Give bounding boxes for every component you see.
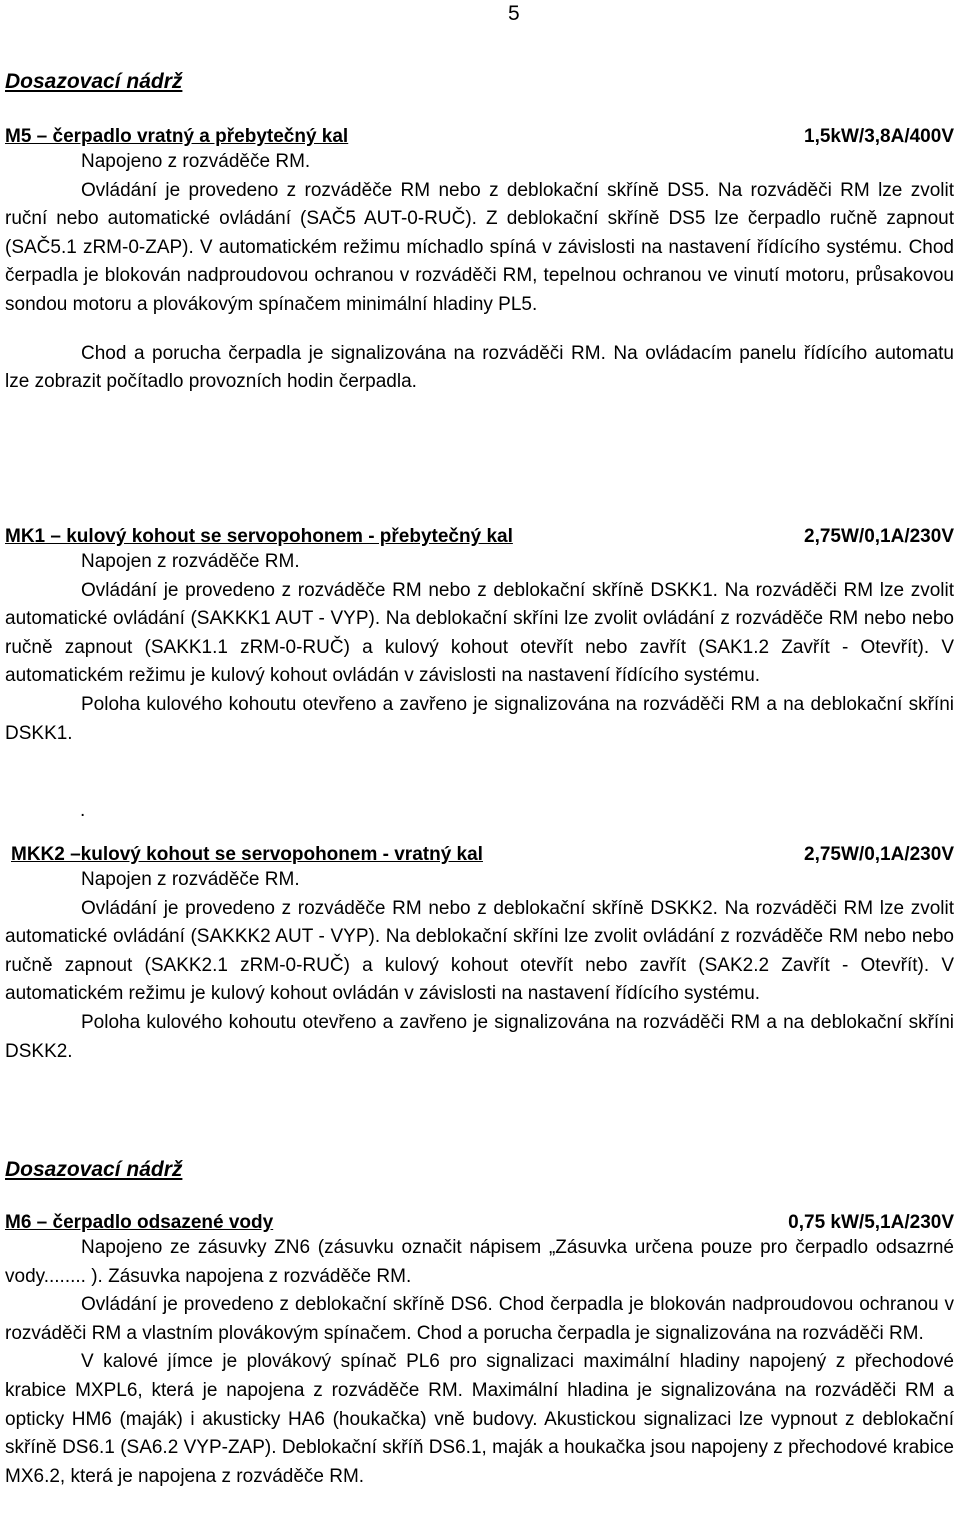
- m5-description: [5, 148, 954, 397]
- m5-paragraph-3: Chod a porucha čerpadla je signalizována na rozváděči RM. Na ovládacím panelu řídícího automatu lze zobrazit počítadlo provozních hodin čerpadla.: [5, 342, 954, 393]
- mk1-paragraph-3: Poloha kulového kohoutu otevřeno a zavřeno je signalizována na rozváděči RM a na deblokační skříni DSKK1.: [5, 693, 954, 744]
- m6-description: [5, 1234, 954, 1491]
- mk1-title: MK1 – kulový kohout se servopohonem - přebytečný kal: [5, 526, 513, 547]
- m6-paragraph-2: Ovládání je provedeno z deblokační skříně DS6. Chod čerpadla je blokován nadproudovou ochranou v rozváděči RM a vlastním plovákovým spínačem. Chod a porucha čerpadla je signalizována na rozváděči RM.: [5, 1294, 954, 1344]
- page-number: 5: [508, 2, 520, 25]
- m5-paragraph-2: Ovládání je provedeno z rozváděče RM nebo z deblokační skříně DS5. Na rozváděči RM lze zvolit ruční nebo automatické ovládání (SAČ5 AUT-0-RUČ). Z deblokační skříně DS5 lze čerpadlo ručně zapnout (SAČ5.1 zRM-0-ZAP). V automatickém režimu míchadlo spíná v závislosti na nastavení řídícího systému. Chod čerpadla je blokován nadproudovou ochranou v rozváděči RM, tepelnou ochranou ve vinutí motoru, průsakovou sondou motoru a plovákovým spínačem minimální hladiny PL5.: [5, 179, 954, 315]
- mk1-description: [5, 548, 954, 748]
- mkk2-spec: 2,75W/0,1A/230V: [804, 844, 954, 865]
- mkk2-title-row: [11, 844, 954, 866]
- section-heading-dosazovaci-nadrz-2: Dosazovací nádrž: [5, 1158, 183, 1181]
- m5-title: M5 – čerpadlo vratný a přebytečný kal: [5, 126, 349, 147]
- mkk2-paragraph-3: Poloha kulového kohoutu otevřeno a zavřeno je signalizována na rozváděči RM a na deblokační skříni DSKK2.: [5, 1011, 954, 1062]
- mkk2-paragraph-2: Ovládání je provedeno z rozváděče RM nebo z deblokační skříně DSKK2. Na rozváděči RM lze zvolit automatické ovládání (SAKKK2 AUT - VYP). Na deblokační skříni lze zvolit ovládání z rozváděče RM nebo nebo ručně zapnout (SAKK2.1 zRM-0-RUČ) a kulový kohout otevřít nebo zavřít (SAK2.2 Zavřít - Otevřít). V automatickém režimu je kulový kohout ovládán v závislosti na nastavení řídícího systému.: [5, 897, 954, 1005]
- mk1-paragraph-2: Ovládání je provedeno z rozváděče RM nebo z deblokační skříně DSKK1. Na rozváděči RM lze zvolit automatické ovládání (SAKKK1 AUT - VYP). Na deblokační skříni lze zvolit ovládání z rozváděče RM nebo nebo ručně zapnout (SAKK1.1 zRM-0-RUČ) a kulový kohout otevřít nebo zavřít (SAK1.2 Zavřít - Otevřít). V automatickém režimu je kulový kohout ovládán v závislosti na nastavení řídícího systému.: [5, 579, 954, 687]
- mkk2-description: [5, 866, 954, 1066]
- m6-title-row: [5, 1212, 954, 1234]
- m6-paragraph-1: Napojeno ze zásuvky ZN6 (zásuvku označit nápisem „Zásuvka určena pouze pro čerpadlo odsazrné vody........ ). Zásuvka napojena z rozváděče RM.: [5, 1237, 954, 1287]
- section-heading-dosazovaci-nadrz-1: Dosazovací nádrž: [5, 70, 183, 93]
- mkk2-paragraph-1: Napojen z rozváděče RM.: [81, 869, 300, 890]
- m5-spec: 1,5kW/3,8A/400V: [804, 126, 954, 147]
- separator-dot: .: [80, 800, 86, 821]
- m6-title: M6 – čerpadlo odsazené vody: [5, 1212, 274, 1233]
- m5-paragraph-1: Napojeno z rozváděče RM.: [81, 151, 311, 172]
- m6-spec: 0,75 kW/5,1A/230V: [788, 1212, 954, 1233]
- m5-title-row: [5, 126, 954, 148]
- m6-paragraph-3: V kalové jímce je plovákový spínač PL6 pro signalizaci maximální hladiny napojený z přechodové krabice MXPL6, která je napojena z rozváděče RM. Maximální hladina je signalizována na rozváděči RM a opticky HM6 (maják) i akusticky HA6 (houkačka) vně budovy. Akustickou signalizaci lze vypnout z deblokační skříně DS6.1 (SA6.2 VYP-ZAP). Deblokační skříň DS6.1, maják a houkačka jsou napojeny z přechodové krabice MX6.2, která je napojena z rozváděče RM.: [5, 1351, 954, 1487]
- mk1-title-row: [5, 526, 954, 548]
- mkk2-title: MKK2 –kulový kohout se servopohonem - vratný kal: [11, 844, 483, 865]
- mk1-spec: 2,75W/0,1A/230V: [804, 526, 954, 547]
- mk1-paragraph-1: Napojen z rozváděče RM.: [81, 551, 300, 572]
